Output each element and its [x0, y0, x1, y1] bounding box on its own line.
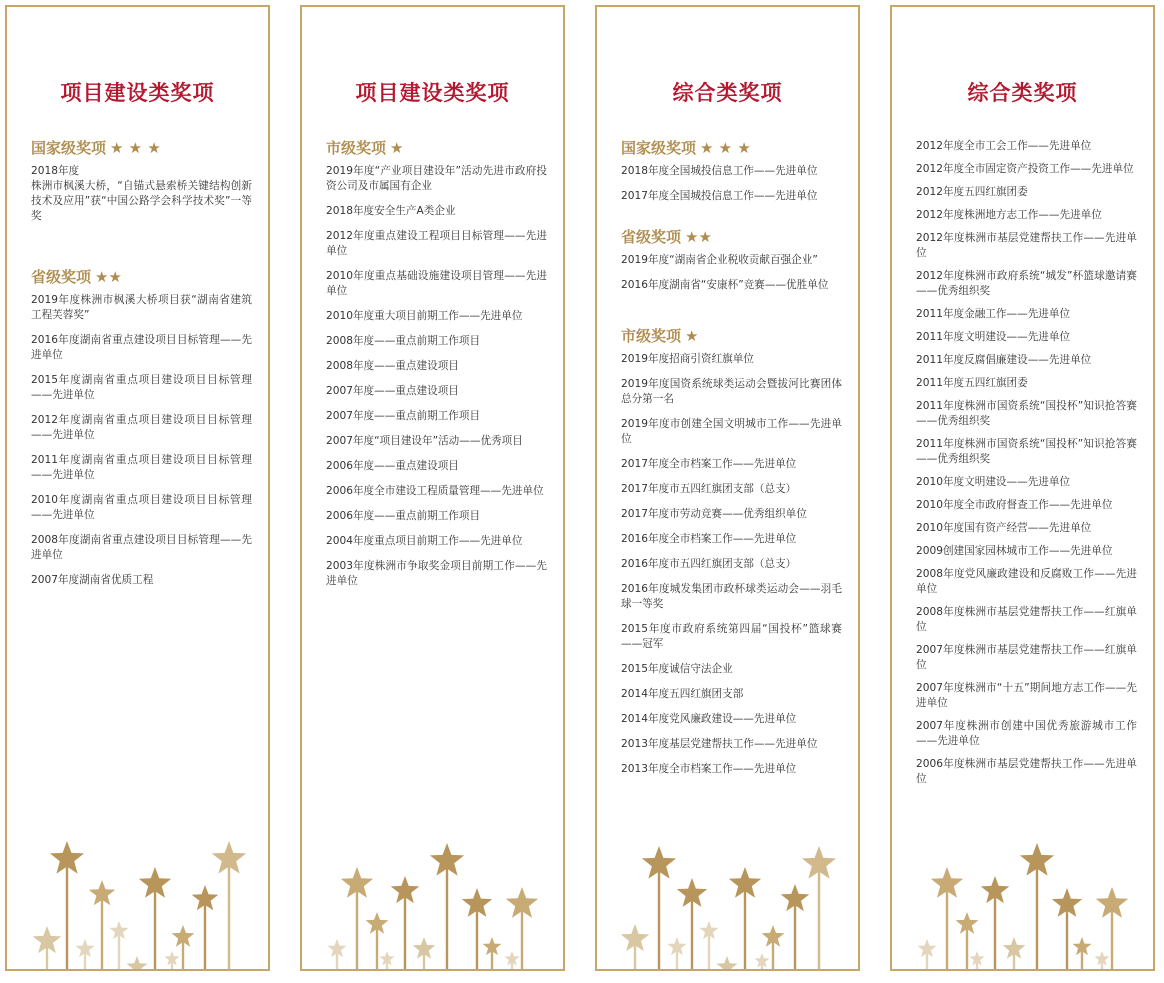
award-item: 2011年度反腐倡廉建设——先进单位 [916, 354, 1092, 366]
panel-content [916, 139, 1137, 807]
award-item: 2017年度全市档案工作——先进单位 [621, 458, 797, 470]
award-item: 2010年度重大项目前期工作——先进单位 [326, 310, 523, 322]
star-rating-icon: ★ [390, 139, 404, 157]
award-item: 2017年度市五四红旗团支部（总支） [621, 483, 797, 495]
award-item: 2012年度重点建设工程项目目标管理——先进单位 [326, 230, 547, 257]
award-item: 2006年度——重点前期工作项目 [326, 510, 481, 522]
award-item: 2010年度重点基础设施建设项目管理——先进单位 [326, 270, 547, 297]
award-item: 2017年度市劳动竞赛——优秀组织单位 [621, 508, 807, 520]
award-item: 2011年度湖南省重点项目建设项目目标管理——先进单位 [31, 454, 252, 481]
award-item: 2008年度党风廉政建设和反腐败工作——先进单位 [916, 568, 1137, 595]
award-item: 2007年度株洲市“十五”期间地方志工作——先进单位 [916, 682, 1137, 709]
award-item: 2006年度株洲市基层党建帮扶工作——先进单位 [916, 758, 1137, 785]
panel-title: 项目建设类奖项 [355, 81, 510, 105]
section-heading [621, 325, 842, 346]
award-item: 2016年度湖南省“安康杯”竞赛——优胜单位 [621, 279, 829, 291]
award-section [621, 325, 842, 777]
award-item: 2011年度株洲市国资系统“国投杯”知识抢答赛——优秀组织奖 [916, 400, 1137, 427]
section-heading [621, 226, 842, 247]
award-item: 2003年度株洲市争取奖金项目前期工作——先进单位 [326, 560, 547, 587]
award-item: 2008年度株洲市基层党建帮扶工作——红旗单位 [916, 606, 1137, 633]
award-item: 2006年度全市建设工程质量管理——先进单位 [326, 485, 544, 497]
award-item: 2019年度国资系统球类运动会暨拔河比赛团体总分第一名 [621, 378, 842, 405]
star-decoration-icon [7, 819, 268, 969]
panel-general-awards-1 [595, 5, 860, 971]
award-item: 2016年度全市档案工作——先进单位 [621, 533, 797, 545]
award-item: 2012年度株洲市基层党建帮扶工作——先进单位 [916, 232, 1137, 259]
award-item: 2011年度五四红旗团委 [916, 377, 1028, 389]
award-item: 2010年度国有资产经营——先进单位 [916, 522, 1092, 534]
award-section [916, 139, 1137, 787]
award-item: 2019年度“产业项目建设年”活动先进市政府投资公司及市属国有企业 [326, 165, 547, 192]
award-item: 2016年度城发集团市政杯球类运动会——羽毛球一等奖 [621, 583, 842, 610]
section-heading-text: 市级奖项 [326, 139, 387, 157]
award-item: 2013年度全市档案工作——先进单位 [621, 763, 797, 775]
award-item: 2016年度市五四红旗团支部（总支） [621, 558, 797, 570]
award-item: 2007年度——重点前期工作项目 [326, 410, 481, 422]
panel-content [31, 137, 252, 608]
award-item: 2016年度湖南省重点建设项目目标管理——先进单位 [31, 334, 252, 361]
panel-content [621, 137, 842, 797]
award-item: 2019年度“湖南省企业税收贡献百强企业” [621, 254, 818, 266]
star-rating-icon: ★ ★ ★ [700, 139, 751, 157]
award-item: 2007年度株洲市基层党建帮扶工作——红旗单位 [916, 644, 1137, 671]
award-section [621, 137, 842, 204]
section-heading-text: 市级奖项 [621, 327, 682, 345]
section-heading-text: 省级奖项 [31, 268, 92, 286]
star-rating-icon: ★ ★ ★ [110, 139, 161, 157]
award-item: 2014年度党风廉政建设——先进单位 [621, 713, 797, 725]
award-item: 2017年度全国城投信息工作——先进单位 [621, 190, 818, 202]
award-item: 2019年度招商引资红旗单位 [621, 353, 754, 365]
award-item: 2012年度株洲市政府系统“城发”杯篮球邀请赛——优秀组织奖 [916, 270, 1137, 297]
star-rating-icon: ★★ [95, 268, 122, 286]
star-rating-icon: ★ [685, 327, 699, 345]
star-rating-icon: ★★ [685, 228, 712, 246]
award-item: 2015年度湖南省重点项目建设项目目标管理——先进单位 [31, 374, 252, 401]
award-item: 2010年度文明建设——先进单位 [916, 476, 1071, 488]
award-item: 2011年度金融工作——先进单位 [916, 308, 1071, 320]
award-item: 2007年度“项目建设年”活动——优秀项目 [326, 435, 523, 447]
award-section [326, 137, 547, 589]
award-item: 2012年度全市工会工作——先进单位 [916, 140, 1092, 152]
award-item: 2006年度——重点建设项目 [326, 460, 459, 472]
panel-title: 综合类奖项 [672, 81, 783, 105]
section-heading-text: 国家级奖项 [621, 139, 697, 157]
award-item: 2012年度湖南省重点项目建设项目目标管理——先进单位 [31, 414, 252, 441]
award-item: 2007年度湖南省优质工程 [31, 574, 154, 586]
award-item: 2008年度——重点前期工作项目 [326, 335, 481, 347]
award-item: 2008年度——重点建设项目 [326, 360, 459, 372]
section-heading-text: 省级奖项 [621, 228, 682, 246]
award-item: 2007年度株洲市创建中国优秀旅游城市工作——先进单位 [916, 720, 1137, 747]
section-heading [31, 137, 252, 158]
award-item: 2019年度市创建全国文明城市工作——先进单位 [621, 418, 842, 445]
award-item: 2008年度湖南省重点建设项目目标管理——先进单位 [31, 534, 252, 561]
star-decoration-icon [892, 819, 1153, 969]
panel-project-awards-1 [5, 5, 270, 971]
award-section [621, 226, 842, 293]
award-item: 2012年度株洲地方志工作——先进单位 [916, 209, 1102, 221]
star-decoration-icon [597, 819, 858, 969]
section-heading [31, 266, 252, 287]
award-item: 2012年度全市固定资产投资工作——先进单位 [916, 163, 1134, 175]
section-heading [621, 137, 842, 158]
section-heading-text: 国家级奖项 [31, 139, 107, 157]
panel-project-awards-2 [300, 5, 565, 971]
award-item: 2009创建国家园林城市工作——先进单位 [916, 545, 1113, 557]
award-item: 2012年度五四红旗团委 [916, 186, 1028, 198]
award-item: 2010年度全市政府督查工作——先进单位 [916, 499, 1113, 511]
panel-title: 综合类奖项 [967, 81, 1078, 105]
award-item: 2018年度 株洲市枫溪大桥，“自锚式悬索桥关键结构创新技术及应用”获“中国公路学会科学技术奖”一等奖 [31, 165, 252, 222]
award-section [31, 266, 252, 588]
award-item: 2007年度——重点建设项目 [326, 385, 459, 397]
award-item: 2010年度湖南省重点项目建设项目目标管理——先进单位 [31, 494, 252, 521]
award-item: 2015年度市政府系统第四届“国投杯”篮球赛——冠军 [621, 623, 842, 650]
panel-general-awards-2 [890, 5, 1155, 971]
award-item: 2013年度基层党建帮扶工作——先进单位 [621, 738, 818, 750]
section-heading [326, 137, 547, 158]
award-item: 2015年度诚信守法企业 [621, 663, 733, 675]
star-decoration-icon [302, 819, 563, 969]
award-item: 2019年度株洲市枫溪大桥项目获“湖南省建筑工程芙蓉奖” [31, 294, 252, 321]
panel-title: 项目建设类奖项 [60, 81, 215, 105]
award-section [31, 137, 252, 224]
award-item: 2018年度全国城投信息工作——先进单位 [621, 165, 818, 177]
panel-content [326, 137, 547, 609]
award-item: 2011年度文明建设——先进单位 [916, 331, 1071, 343]
award-item: 2018年度安全生产A类企业 [326, 205, 456, 217]
award-item: 2011年度株洲市国资系统“国投杯”知识抢答赛——优秀组织奖 [916, 438, 1137, 465]
award-item: 2004年度重点项目前期工作——先进单位 [326, 535, 523, 547]
award-item: 2014年度五四红旗团支部 [621, 688, 744, 700]
